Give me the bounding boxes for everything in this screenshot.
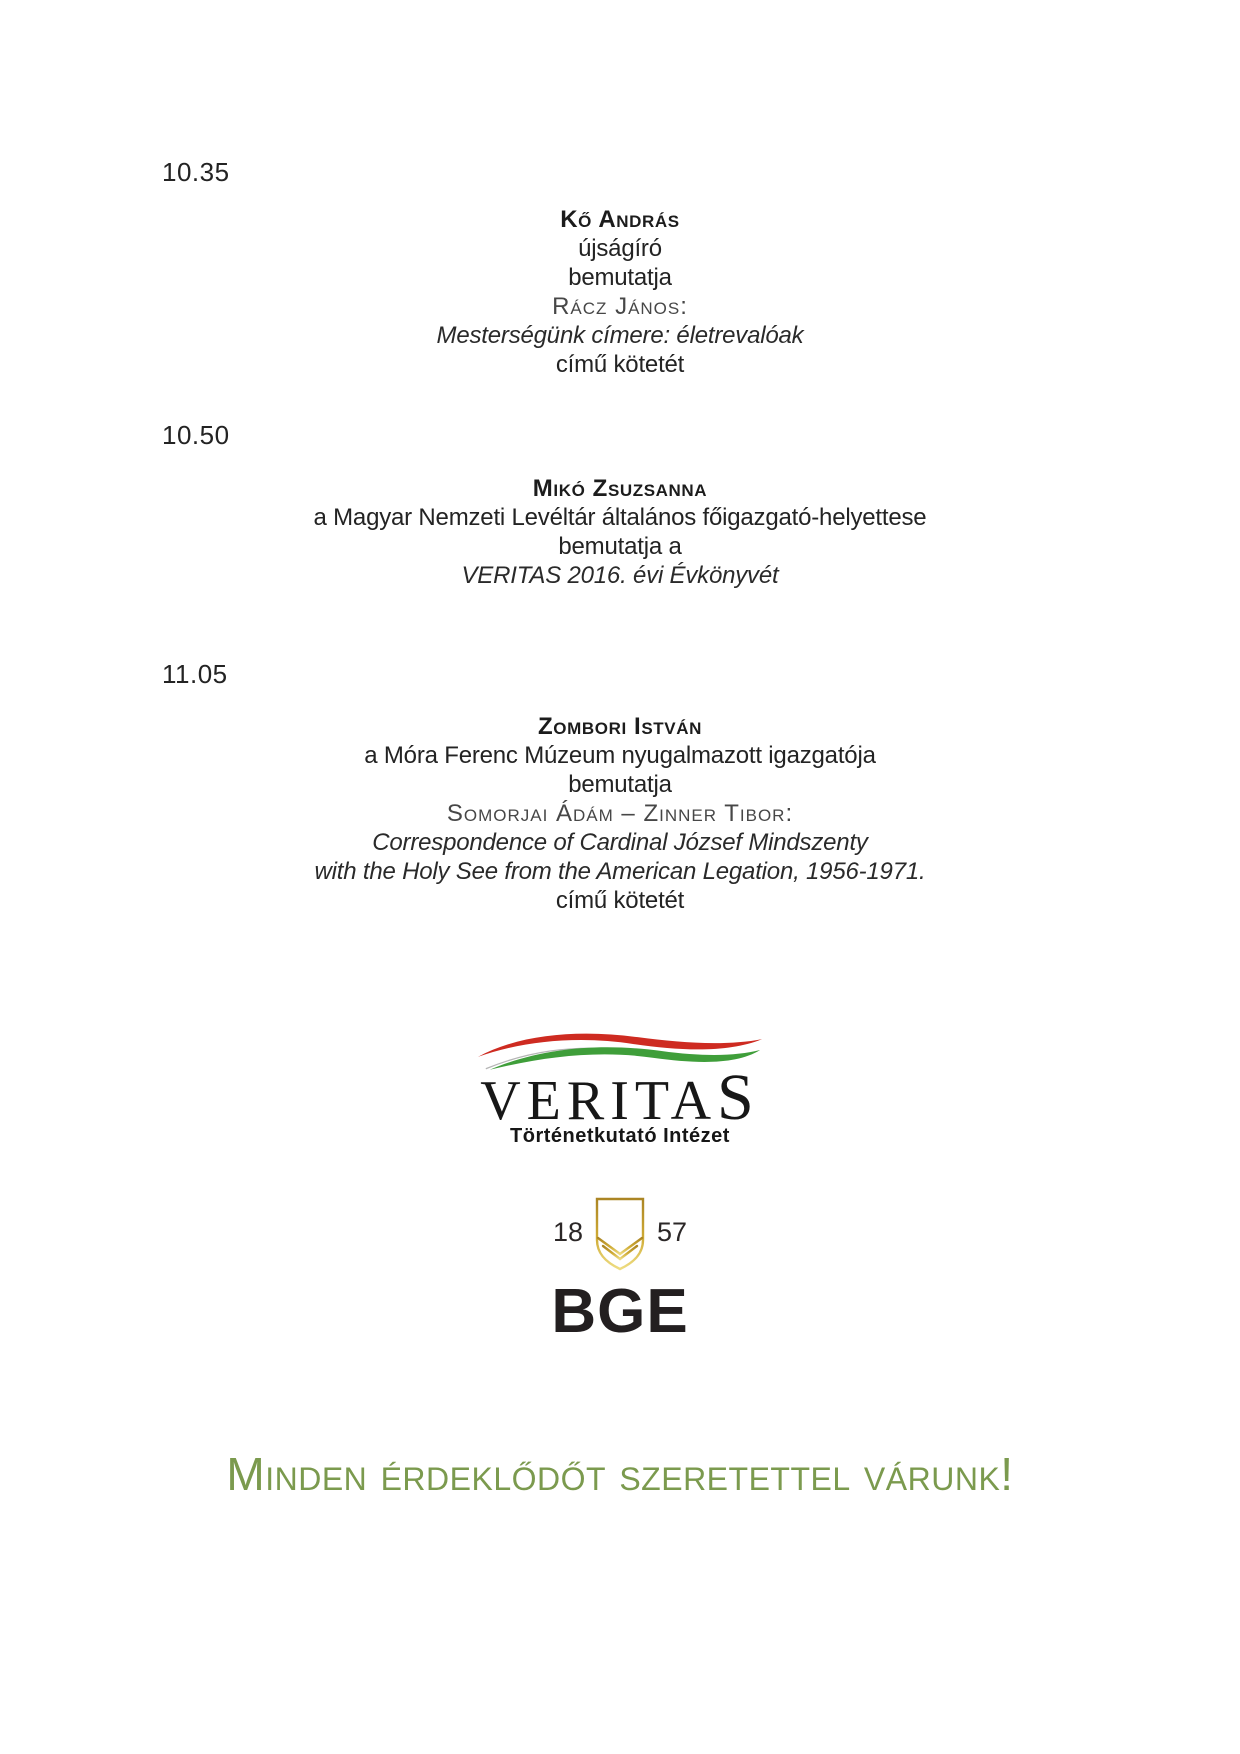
work-suffix: című kötetét (555, 351, 685, 378)
footer-message: Minden érdeklődőt szeretettel várunk! (226, 1448, 1014, 1500)
bge-logo (0, 1196, 1240, 1346)
speaker-role: a Móra Ferenc Múzeum nyugalmazott igazgatója (364, 742, 876, 769)
speaker-name: Mikó Zsuzsanna (532, 475, 708, 502)
veritas-subtitle: Történetkutató Intézet (510, 1125, 730, 1147)
work-title-line-1: Correspondence of Cardinal József Mindszenty (372, 829, 868, 856)
bge-crest-icon (594, 1196, 646, 1272)
work-title-line-2: with the Holy See from the American Legation, 1956-1971. (314, 858, 926, 885)
speaker-name: Kő András (560, 206, 680, 233)
program-entry-3 (0, 712, 1240, 915)
veritas-wordmark: VERITAS (480, 1061, 760, 1134)
action-text: bemutatja (568, 264, 672, 291)
presented-authors: Somorjai Ádám – Zinner Tibor: (446, 800, 794, 827)
program-entry-2 (0, 474, 1240, 590)
veritas-wordmark-final-s: S (717, 1061, 760, 1134)
bge-wordmark: BGE (551, 1277, 689, 1346)
program-entry-1 (0, 205, 1240, 379)
bge-year-left: 18 (552, 1217, 583, 1247)
time-slot-1: 10.35 (162, 157, 230, 187)
speaker-role: újságíró (578, 235, 662, 262)
speaker-name: Zombori István (538, 713, 702, 740)
work-title: VERITAS 2016. évi Évkönyvét (461, 562, 779, 589)
presented-author: Rácz János: (552, 293, 688, 320)
time-slot-3: 11.05 (162, 659, 228, 689)
action-text: bemutatja a (558, 533, 682, 560)
work-title: Mesterségünk címere: életrevalóak (436, 322, 804, 349)
speaker-role: a Magyar Nemzeti Levéltár általános főigazgató-helyettese (313, 504, 927, 531)
time-slot-2: 10.50 (162, 420, 230, 450)
bge-year-right: 57 (657, 1217, 688, 1247)
veritas-logo (0, 1028, 1240, 1147)
action-text: bemutatja (568, 771, 672, 798)
work-suffix: című kötetét (555, 887, 685, 914)
